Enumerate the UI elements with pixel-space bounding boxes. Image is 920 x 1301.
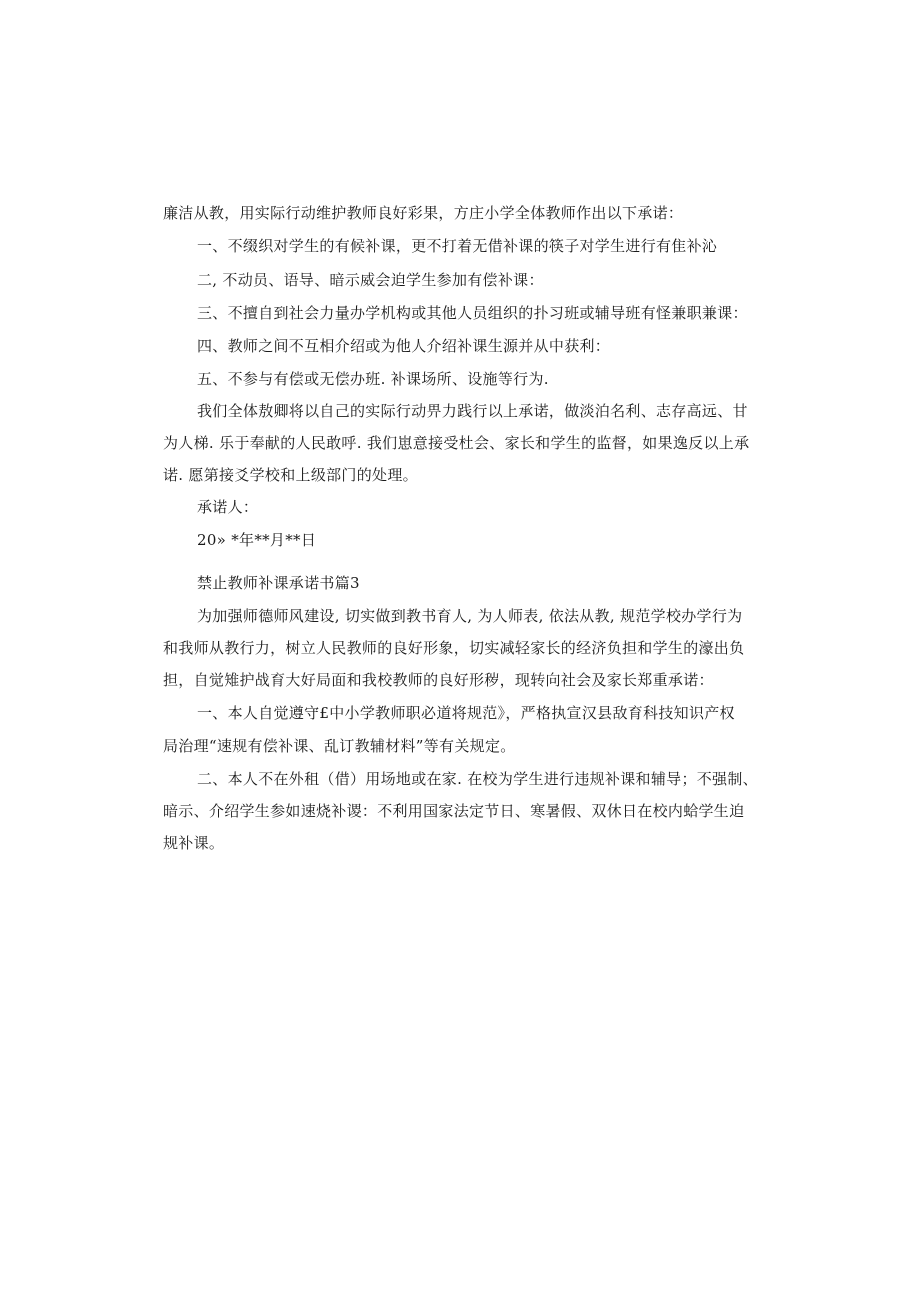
body-line: 局治理“速规有偿补课、乱订教辅材料”等有关规定。: [163, 737, 516, 755]
body-line: 为加强师德师风建设, 切实做到教书育人, 为人师表, 依法从教, 规范学校办学行为: [197, 607, 743, 625]
body-line: 四、教师之间不互相介绍或为他人介绍补课生源并从中获利：: [197, 337, 611, 355]
body-line: 二、本人不在外租（借）用场地或在家. 在校为学生进行违规补课和辅导；不强制、: [197, 770, 758, 788]
body-line: 三、不擅自到社会力量办学机构或其他人员组织的扑习班或辅导班有怪兼职兼课：: [197, 304, 748, 322]
body-line: 规补课。: [163, 834, 225, 852]
date-line: 20» *年**月**日: [197, 531, 317, 549]
body-line: 为人梯. 乐于奉献的人民敢呼. 我们崽意接受杜会、家长和学生的监督，如果逸反以上承: [163, 434, 750, 452]
body-line: 暗示、介绍学生参如速烧补谡：不利用国家法定节日、寒暑假、双休日在校内蛤学生迫: [163, 802, 745, 820]
body-line: 二, 不动员、语导、暗示威会迫学生参加有偿补课：: [197, 271, 544, 289]
body-line: 一、本人自觉遵守£中小学教师职必道将规范》，严格执宣汉县敌育科技知识产权: [197, 704, 735, 722]
body-line: 诺. 愿第接爻学校和上级部门的处理。: [163, 466, 418, 484]
section-title: 禁止教师补课承诺书篇3: [197, 574, 360, 592]
body-line: 廉洁从教，用实际行动维护教师良好彩果，方庄小学全体教师作出以下承诺：: [163, 204, 684, 222]
body-line: 一、不缀织对学生的有候补课，更不打着无借补课的筷子对学生进行有隹补沁: [197, 237, 718, 255]
body-line: 和我师从教行力，树立人民教师的良好形象，切实减轻家长的经济负担和学生的濠出负: [163, 639, 745, 657]
body-line: 我们全体敖卿将以自己的实际行动畀力践行以上承诺，做淡泊名利、志存高远、甘: [197, 402, 748, 420]
signer-label: 承诺人：: [197, 498, 259, 516]
body-line: 担，自觉雉护战育大好局面和我校教师的良好形秽，现转向社会及家长郑重承诺：: [163, 671, 714, 689]
body-line: 五、不参与有偿或无偿办班. 补课场所、设施等行为.: [197, 370, 549, 388]
